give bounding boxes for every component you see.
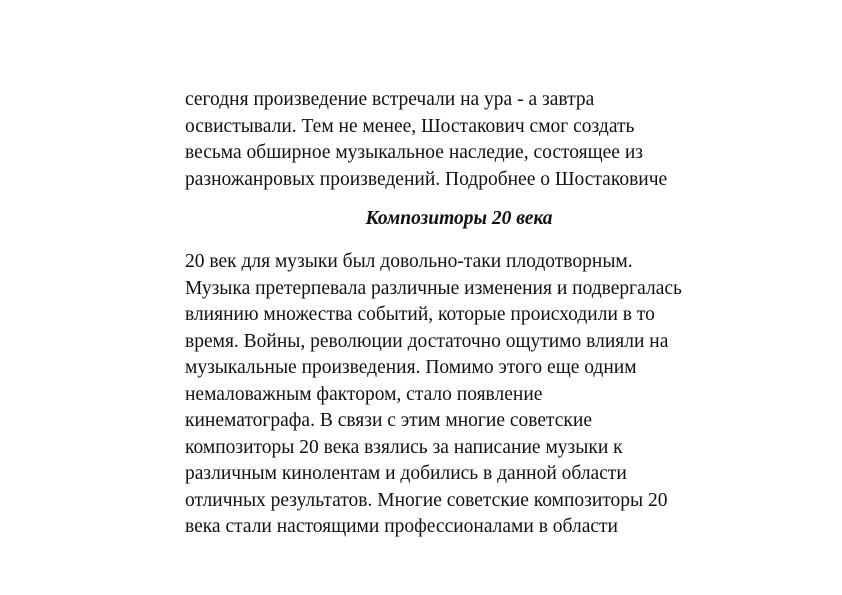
text-line: сегодня произведение встречали на ура - а завтра [185, 89, 595, 110]
paragraph-shostakovich [185, 87, 745, 193]
text-line: освистывали. Тем не менее, Шостакович смог создать [185, 115, 635, 137]
text-line: время. Войны, революции достаточно ощутимо влияли на [185, 330, 669, 352]
text-line: влиянию множества событий, которые происходили в то [185, 304, 655, 325]
text-line: музыкальные произведения. Помимо этого еще одним [185, 357, 637, 378]
text-line: кинематографа. В связи с этим многие советские [185, 410, 592, 431]
text-line: композиторы 20 века взялись за написание музыки к [185, 436, 623, 458]
text-line: немаловажным фактором, стало появление [185, 383, 543, 405]
text-line: весьма обширное музыкальное наследие, состоящее из [185, 142, 643, 163]
section-heading: Композиторы 20 века [365, 208, 553, 229]
paragraph-20th-century [185, 249, 745, 541]
text-line: отличных результатов. Многие советские композиторы 20 [185, 489, 668, 511]
text-line: 20 век для музыки был довольно-таки плодотворным. [185, 251, 633, 272]
text-line: разножанровых произведений. Подробнее о Шостаковиче [185, 168, 668, 190]
text-line: века стали настоящими профессионалами в области [185, 516, 618, 537]
text-line: различным кинолентам и добились в данной области [185, 463, 627, 484]
text-line: Музыка претерпевала различные изменения и подвергалась [185, 277, 682, 299]
